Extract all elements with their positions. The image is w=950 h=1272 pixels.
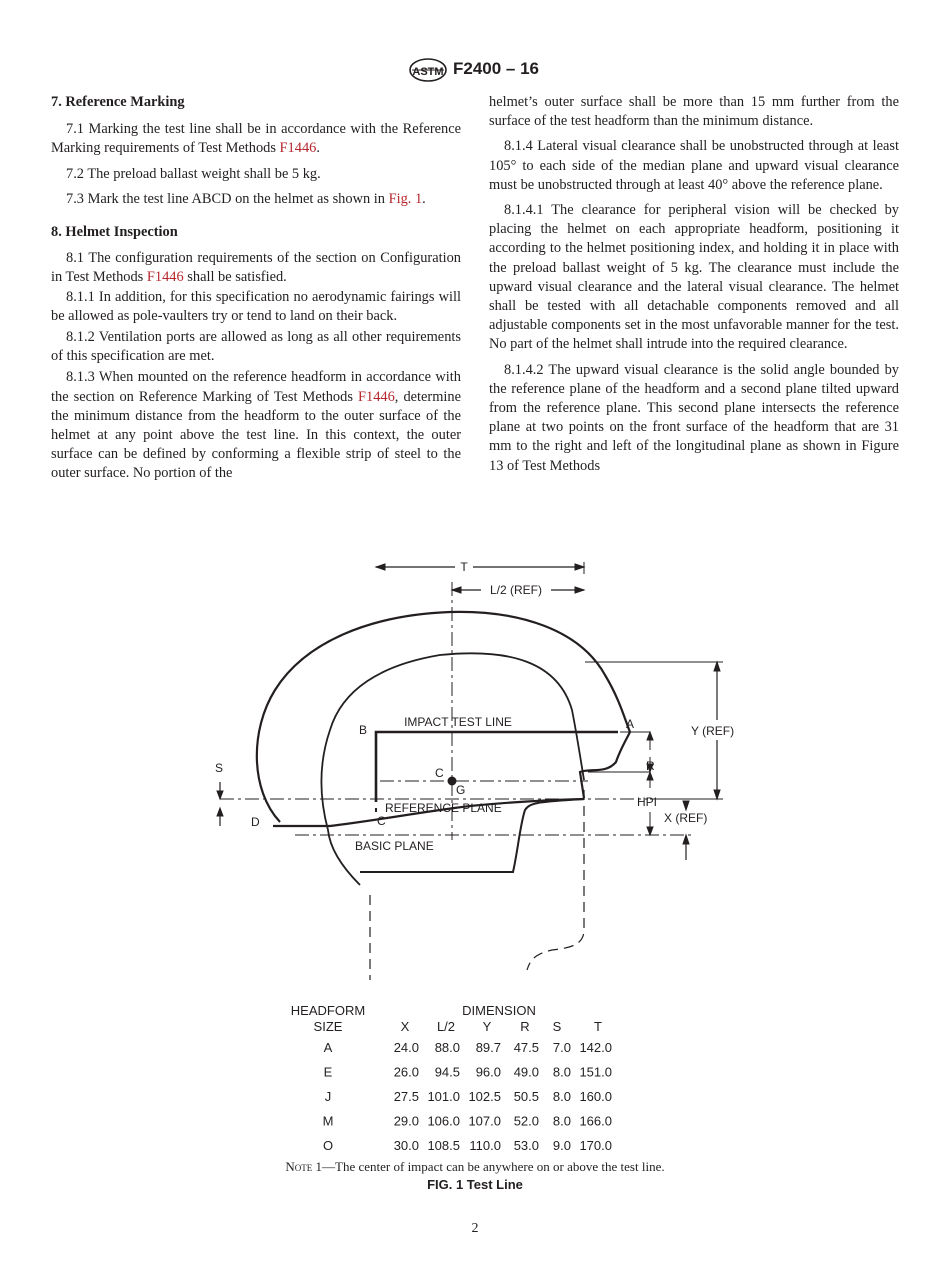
table-cell: 27.5 bbox=[393, 1089, 419, 1104]
table-cell: 166.0 bbox=[579, 1113, 612, 1129]
y-arrow-top bbox=[714, 662, 720, 671]
center-of-gravity-dot bbox=[448, 777, 456, 785]
paragraph-8-1-4-1: 8.1.4.1 The clearance for peripheral vision will be checked by placing the helmet on each appropriate headform, positioning it according to the helmet positioning index, and holding it in place with the preload ballast weight of 5 kg. The clearance must include the upward visual clearance and the lateral visual clearance. The helmet shall be tested with all detachable components removed and all adjustable components set in the most unfavorable manner for the test. No part of the helmet shall intrude into the required clearance. bbox=[489, 202, 899, 353]
dimension-table-grid bbox=[280, 1002, 640, 1152]
table-column-header: SIZE bbox=[313, 1019, 343, 1034]
t-arrow-right bbox=[575, 564, 584, 570]
paragraph-7-2: 7.2 The preload ballast weight shall be 5 kg. bbox=[66, 165, 321, 182]
label-hpi: HPI bbox=[637, 795, 658, 809]
hpi-arrow-down bbox=[647, 827, 653, 835]
label-x: X (REF) bbox=[664, 811, 708, 825]
label-b: B bbox=[359, 723, 368, 737]
table-cell: 7.0 bbox=[552, 1040, 571, 1055]
label-t: T bbox=[460, 560, 468, 574]
label-d: D bbox=[251, 815, 260, 829]
section-8-heading: 8. Helmet Inspection bbox=[51, 224, 178, 241]
label-c-upper: C bbox=[435, 766, 444, 780]
paragraph-8-1-4-2: 8.1.4.2 The upward visual clearance is the solid angle bounded by the reference plane of the headform and a second plane tilted upward from the reference plane. This second plane intersects the reference plane at two points on the front surface of the headform that are 31 mm to the right and left of the longitudinal plane as shown in Figure 13 of Test Methods bbox=[489, 361, 899, 474]
table-cell: 151.0 bbox=[579, 1064, 612, 1080]
dimension-table bbox=[280, 1002, 640, 1155]
label-basic-plane: BASIC PLANE bbox=[355, 839, 434, 853]
table-cell: M bbox=[322, 1113, 334, 1129]
x-arrow-top bbox=[683, 801, 689, 810]
label-s: S bbox=[215, 761, 224, 775]
table-cell: O bbox=[322, 1138, 334, 1152]
figure-title: FIG. 1 Test Line bbox=[427, 1177, 523, 1192]
table-columns bbox=[314, 1019, 602, 1034]
page-number: 2 bbox=[471, 1221, 479, 1236]
table-cell: 170.0 bbox=[579, 1138, 612, 1152]
r-arrow-up bbox=[647, 732, 653, 740]
astm-logo-text: ASTM bbox=[412, 66, 444, 78]
table-cell: 88.0 bbox=[434, 1040, 460, 1055]
s-arrow-bottom bbox=[217, 808, 223, 816]
table-cell: 102.5 bbox=[468, 1089, 501, 1104]
table-cell: A bbox=[323, 1040, 333, 1055]
figure-note: Note 1—The center of impact can be anywhere on or above the test line. bbox=[285, 1159, 665, 1174]
link-f1446[interactable]: F1446 bbox=[358, 388, 395, 405]
paragraph-8-1: 8.1 The configuration requirements of the section on Configuration in Test Methods F1446 shall be satisfied. bbox=[51, 250, 461, 286]
l2-arrow-left bbox=[452, 587, 461, 593]
y-arrow-bottom bbox=[714, 790, 720, 799]
table-cell: 142.0 bbox=[579, 1040, 612, 1055]
table-cell: 8.0 bbox=[552, 1089, 571, 1104]
hpi-arrow-up bbox=[647, 772, 653, 780]
table-cell: J bbox=[324, 1089, 332, 1104]
label-impact-test-line: IMPACT TEST LINE bbox=[404, 715, 512, 729]
table-cell: 110.0 bbox=[469, 1138, 501, 1152]
table-header-dimension: DIMENSION bbox=[462, 1003, 536, 1018]
table-cell: 49.0 bbox=[513, 1064, 539, 1080]
table-cell: 29.0 bbox=[393, 1113, 419, 1129]
s-arrow-top bbox=[217, 791, 223, 799]
table-cell: 50.5 bbox=[513, 1089, 539, 1104]
table-cell: 24.0 bbox=[393, 1040, 419, 1055]
paragraph-8-1-4: 8.1.4 Lateral visual clearance shall be unobstructed through at least 105° to each side of the median plane and upward visual clearance must be unobstructed through at least 40° above the reference plane. bbox=[489, 138, 899, 193]
table-cell: 108.5 bbox=[427, 1138, 460, 1152]
figure-test-line bbox=[180, 550, 780, 1020]
table-cell: E bbox=[323, 1064, 333, 1080]
rear-dashed bbox=[527, 790, 584, 970]
table-cell: 53.0 bbox=[513, 1138, 539, 1152]
table-cell: 160.0 bbox=[579, 1089, 612, 1104]
helmet-diagram bbox=[180, 550, 780, 1020]
table-cell: 30.0 bbox=[393, 1138, 419, 1152]
table-column-header: R bbox=[520, 1019, 530, 1034]
label-r: R bbox=[646, 759, 655, 773]
label-y: Y (REF) bbox=[691, 724, 735, 738]
right-column bbox=[489, 93, 899, 476]
paragraph-7-3: 7.3 Mark the test line ABCD on the helmet as shown in Fig. 1. bbox=[66, 190, 426, 207]
t-arrow-left bbox=[376, 564, 385, 570]
table-column-header: T bbox=[594, 1019, 602, 1034]
paragraph-8-1-2: 8.1.2 Ventilation ports are allowed as long as all other requirements of this specification are met. bbox=[51, 329, 461, 365]
label-c-lower: C bbox=[377, 814, 386, 828]
standard-designation: F2400 – 16 bbox=[453, 59, 540, 78]
table-cell: 9.0 bbox=[552, 1138, 571, 1152]
table-cell: 107.0 bbox=[468, 1113, 501, 1129]
link-fig-1[interactable]: Fig. 1 bbox=[388, 190, 423, 207]
x-arrow-bottom bbox=[683, 835, 689, 844]
paragraph-8-1-1: 8.1.1 In addition, for this specification no aerodynamic fairings will be allowed as pole-vaulters try or tend to land on their back. bbox=[51, 288, 461, 324]
table-cell: 26.0 bbox=[393, 1064, 419, 1080]
table-cell: 96.0 bbox=[475, 1064, 501, 1080]
astm-logo-icon bbox=[408, 58, 448, 82]
label-a: A bbox=[626, 717, 635, 731]
paragraph-7-1: 7.1 Marking the test line shall be in accordance with the Reference Marking requirements of Test Methods F1446. bbox=[51, 121, 461, 157]
table-cell: 89.7 bbox=[475, 1040, 501, 1055]
section-7-heading: 7. Reference Marking bbox=[51, 94, 185, 110]
link-f1446[interactable]: F1446 bbox=[279, 140, 317, 157]
table-header-headform: HEADFORM bbox=[290, 1003, 366, 1018]
l2-arrow-right bbox=[575, 587, 584, 593]
label-reference-plane: REFERENCE PLANE bbox=[385, 801, 502, 815]
table-cell: 8.0 bbox=[552, 1064, 571, 1080]
table-cell: 8.0 bbox=[552, 1113, 571, 1129]
left-column bbox=[51, 93, 461, 484]
table-cell: 52.0 bbox=[513, 1113, 539, 1129]
table-cell: 94.5 bbox=[434, 1064, 460, 1080]
paragraph-8-1-3: 8.1.3 When mounted on the reference headform in accordance with the section on Reference Marking of Test Methods F1446, determine the minimum distance from the headform to the outer surface of the helmet at any point above the test line. In this context, the outer surface can be defined by conforming a flexible strip of steel to the outer surface. No portion of the bbox=[51, 369, 461, 482]
table-rows bbox=[323, 1040, 612, 1152]
table-column-header: Y bbox=[482, 1019, 492, 1034]
page-header bbox=[0, 58, 950, 82]
table-column-header: L/2 bbox=[436, 1019, 456, 1034]
table-cell: 47.5 bbox=[513, 1040, 539, 1055]
label-g: G bbox=[456, 783, 466, 797]
table-column-header: S bbox=[552, 1019, 562, 1034]
link-f1446[interactable]: F1446 bbox=[146, 269, 184, 286]
label-l2: L/2 (REF) bbox=[489, 583, 543, 597]
table-cell: 101.0 bbox=[427, 1089, 460, 1104]
table-cell: 106.0 bbox=[427, 1113, 460, 1129]
paragraph-8-1-3-continued: helmet’s outer surface shall be more than 15 mm further from the surface of the test headform than the minimum distance. bbox=[489, 94, 899, 130]
table-column-header: X bbox=[400, 1019, 410, 1034]
